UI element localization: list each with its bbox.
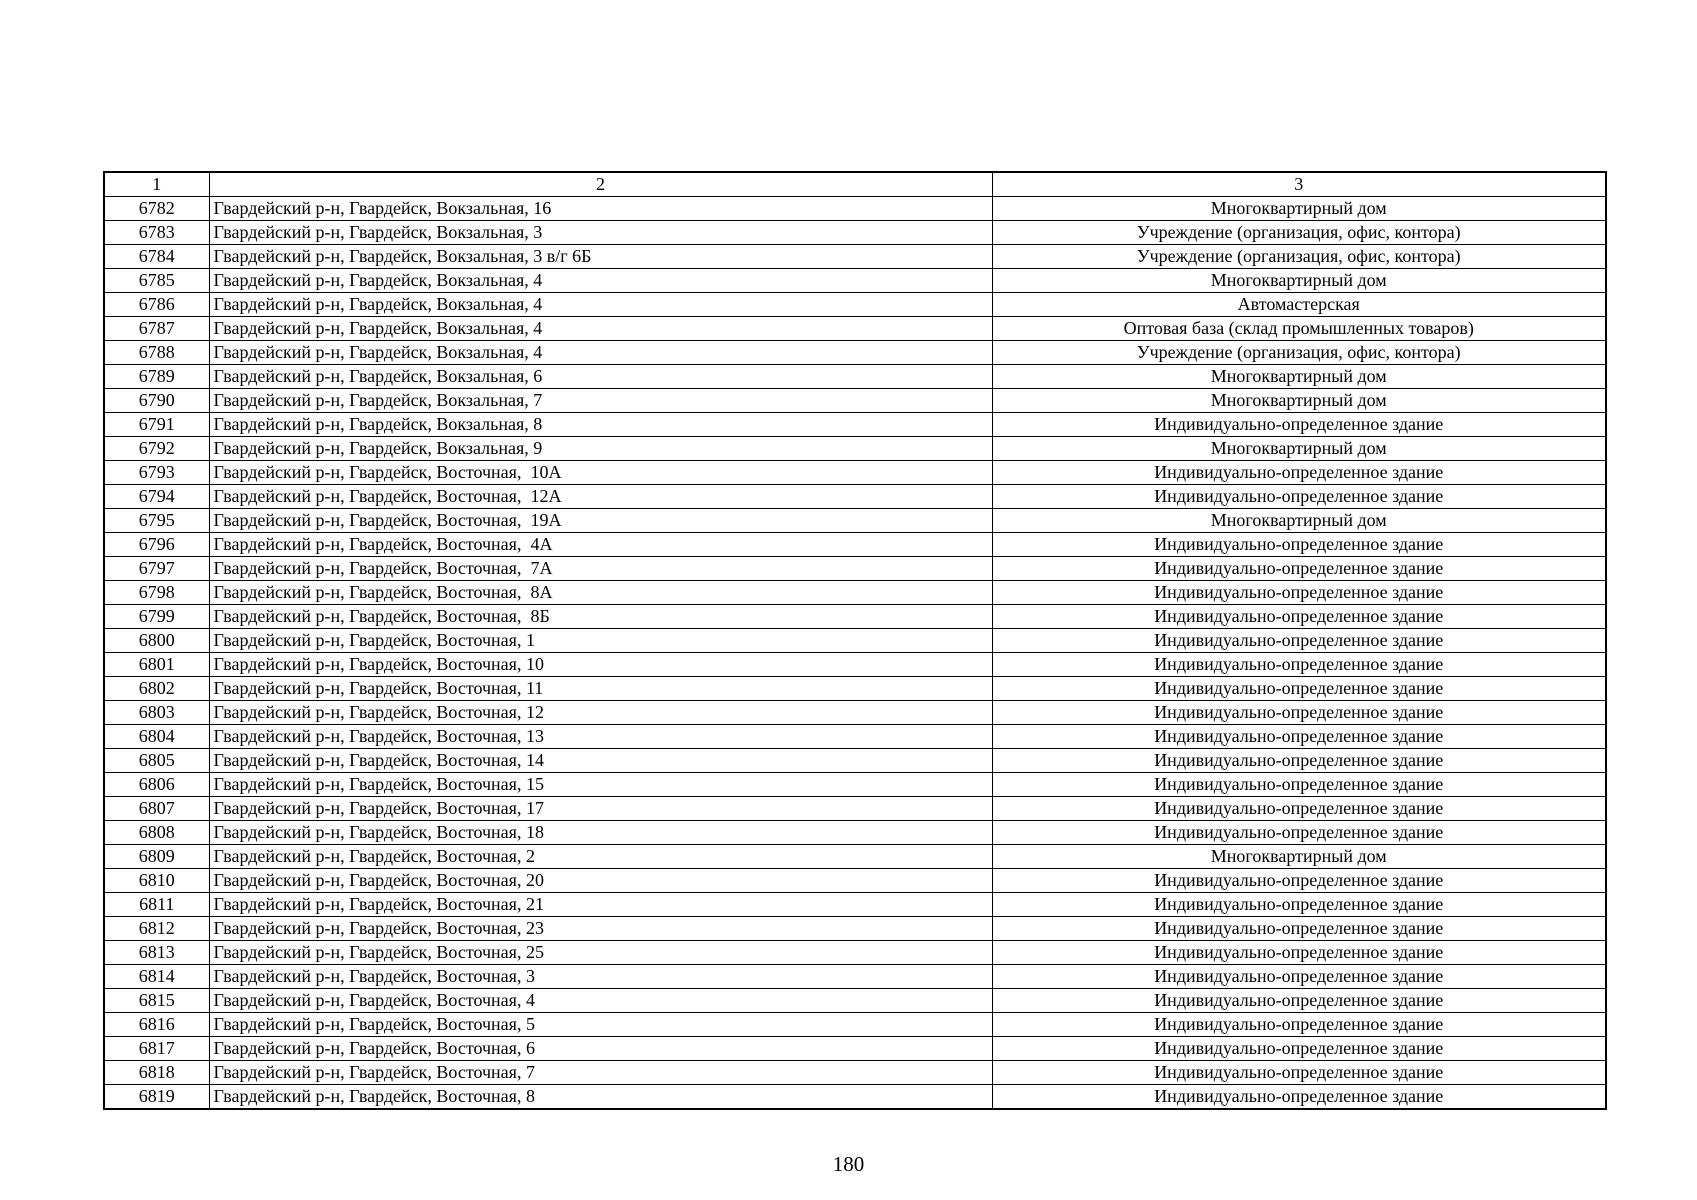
- table-row: [104, 293, 1606, 317]
- table-row: [104, 749, 1606, 773]
- table-row: [104, 317, 1606, 341]
- row-id-cell: 6810: [104, 869, 209, 893]
- row-id-cell: 6817: [104, 1037, 209, 1061]
- address-cell: Гвардейский р-н, Гвардейск, Восточная, 11: [209, 677, 992, 701]
- table-row: [104, 485, 1606, 509]
- row-id-cell: 6788: [104, 341, 209, 365]
- row-id-cell: 6795: [104, 509, 209, 533]
- row-id-cell: 6811: [104, 893, 209, 917]
- row-id-cell: 6808: [104, 821, 209, 845]
- building-type-cell: Индивидуально-определенное здание: [992, 461, 1606, 485]
- row-id-cell: 6784: [104, 245, 209, 269]
- row-id-cell: 6790: [104, 389, 209, 413]
- building-type-cell: Индивидуально-определенное здание: [992, 413, 1606, 437]
- row-id-cell: 6818: [104, 1061, 209, 1085]
- address-cell: Гвардейский р-н, Гвардейск, Вокзальная, 3: [209, 221, 992, 245]
- address-cell: Гвардейский р-н, Гвардейск, Вокзальная, 7: [209, 389, 992, 413]
- building-type-cell: Индивидуально-определенное здание: [992, 1013, 1606, 1037]
- building-type-cell: Автомастерская: [992, 293, 1606, 317]
- column-number-1: 1: [104, 172, 209, 197]
- building-type-cell: Учреждение (организация, офис, контора): [992, 245, 1606, 269]
- row-id-cell: 6799: [104, 605, 209, 629]
- row-id-cell: 6812: [104, 917, 209, 941]
- table-row: [104, 509, 1606, 533]
- table-row: [104, 869, 1606, 893]
- building-type-cell: Индивидуально-определенное здание: [992, 989, 1606, 1013]
- address-cell: Гвардейский р-н, Гвардейск, Восточная, 21: [209, 893, 992, 917]
- table-row: [104, 965, 1606, 989]
- row-id-cell: 6819: [104, 1085, 209, 1110]
- building-type-cell: Индивидуально-определенное здание: [992, 773, 1606, 797]
- row-id-cell: 6791: [104, 413, 209, 437]
- table-row: [104, 365, 1606, 389]
- building-type-cell: Многоквартирный дом: [992, 365, 1606, 389]
- table-row: [104, 461, 1606, 485]
- row-id-cell: 6805: [104, 749, 209, 773]
- building-type-cell: Многоквартирный дом: [992, 389, 1606, 413]
- address-cell: Гвардейский р-н, Гвардейск, Восточная, 18: [209, 821, 992, 845]
- row-id-cell: 6804: [104, 725, 209, 749]
- address-cell: Гвардейский р-н, Гвардейск, Вокзальная, 6: [209, 365, 992, 389]
- address-cell: Гвардейский р-н, Гвардейск, Вокзальная, 4: [209, 269, 992, 293]
- row-id-cell: 6806: [104, 773, 209, 797]
- address-cell: Гвардейский р-н, Гвардейск, Вокзальная, 9: [209, 437, 992, 461]
- page-number: 180: [832, 1152, 865, 1176]
- table-row: [104, 1013, 1606, 1037]
- building-type-cell: Индивидуально-определенное здание: [992, 1085, 1606, 1110]
- table-row: [104, 1037, 1606, 1061]
- address-cell: Гвардейский р-н, Гвардейск, Восточная, 4: [209, 989, 992, 1013]
- address-cell: Гвардейский р-н, Гвардейск, Восточная, 5: [209, 1013, 992, 1037]
- address-cell: Гвардейский р-н, Гвардейск, Восточная, 3: [209, 965, 992, 989]
- row-id-cell: 6782: [104, 197, 209, 221]
- row-id-cell: 6815: [104, 989, 209, 1013]
- address-cell: Гвардейский р-н, Гвардейск, Восточная, 10: [209, 653, 992, 677]
- row-id-cell: 6789: [104, 365, 209, 389]
- table-row: [104, 533, 1606, 557]
- table-row: [104, 437, 1606, 461]
- table-row: [104, 725, 1606, 749]
- building-type-cell: Многоквартирный дом: [992, 845, 1606, 869]
- address-cell: Гвардейский р-н, Гвардейск, Восточная, 15: [209, 773, 992, 797]
- row-id-cell: 6797: [104, 557, 209, 581]
- building-type-cell: Индивидуально-определенное здание: [992, 701, 1606, 725]
- table-row: [104, 701, 1606, 725]
- row-id-cell: 6809: [104, 845, 209, 869]
- address-cell: Гвардейский р-н, Гвардейск, Восточная, 8А: [209, 581, 992, 605]
- building-type-cell: Многоквартирный дом: [992, 269, 1606, 293]
- row-id-cell: 6796: [104, 533, 209, 557]
- building-type-cell: Индивидуально-определенное здание: [992, 485, 1606, 509]
- address-cell: Гвардейский р-н, Гвардейск, Восточная, 6: [209, 1037, 992, 1061]
- table-row: [104, 629, 1606, 653]
- table-row: [104, 581, 1606, 605]
- address-cell: Гвардейский р-н, Гвардейск, Восточная, 8: [209, 1085, 992, 1110]
- row-id-cell: 6794: [104, 485, 209, 509]
- table-row: [104, 1085, 1606, 1110]
- building-type-cell: Индивидуально-определенное здание: [992, 749, 1606, 773]
- address-cell: Гвардейский р-н, Гвардейск, Вокзальная, 4: [209, 317, 992, 341]
- row-id-cell: 6814: [104, 965, 209, 989]
- table-row: [104, 821, 1606, 845]
- address-cell: Гвардейский р-н, Гвардейск, Восточная, 7А: [209, 557, 992, 581]
- row-id-cell: 6786: [104, 293, 209, 317]
- row-id-cell: 6813: [104, 941, 209, 965]
- building-type-cell: Учреждение (организация, офис, контора): [992, 221, 1606, 245]
- address-cell: Гвардейский р-н, Гвардейск, Восточная, 20: [209, 869, 992, 893]
- building-type-cell: Индивидуально-определенное здание: [992, 965, 1606, 989]
- row-id-cell: 6800: [104, 629, 209, 653]
- registry-table-body: [104, 172, 1606, 1109]
- row-id-cell: 6787: [104, 317, 209, 341]
- table-row: [104, 893, 1606, 917]
- row-id-cell: 6801: [104, 653, 209, 677]
- building-type-cell: Учреждение (организация, офис, контора): [992, 341, 1606, 365]
- address-cell: Гвардейский р-н, Гвардейск, Восточная, 12А: [209, 485, 992, 509]
- table-row: [104, 245, 1606, 269]
- table-row: [104, 845, 1606, 869]
- building-type-cell: Индивидуально-определенное здание: [992, 605, 1606, 629]
- address-cell: Гвардейский р-н, Гвардейск, Восточная, 4А: [209, 533, 992, 557]
- address-cell: Гвардейский р-н, Гвардейск, Восточная, 2: [209, 845, 992, 869]
- column-number-3: 3: [992, 172, 1606, 197]
- address-cell: Гвардейский р-н, Гвардейск, Восточная, 14: [209, 749, 992, 773]
- table-row: [104, 197, 1606, 221]
- building-type-cell: Индивидуально-определенное здание: [992, 1061, 1606, 1085]
- address-cell: Гвардейский р-н, Гвардейск, Восточная, 23: [209, 917, 992, 941]
- table-row: [104, 773, 1606, 797]
- table-row: [104, 413, 1606, 437]
- row-id-cell: 6798: [104, 581, 209, 605]
- building-type-cell: Индивидуально-определенное здание: [992, 917, 1606, 941]
- building-type-cell: Индивидуально-определенное здание: [992, 869, 1606, 893]
- building-type-cell: Индивидуально-определенное здание: [992, 653, 1606, 677]
- address-cell: Гвардейский р-н, Гвардейск, Восточная, 1: [209, 629, 992, 653]
- building-type-cell: Индивидуально-определенное здание: [992, 893, 1606, 917]
- address-cell: Гвардейский р-н, Гвардейск, Вокзальная, 8: [209, 413, 992, 437]
- building-type-cell: Многоквартирный дом: [992, 437, 1606, 461]
- building-type-cell: Многоквартирный дом: [992, 509, 1606, 533]
- table-header-row: [104, 172, 1606, 197]
- building-type-cell: Индивидуально-определенное здание: [992, 797, 1606, 821]
- building-type-cell: Многоквартирный дом: [992, 197, 1606, 221]
- address-cell: Гвардейский р-н, Гвардейск, Вокзальная, 4: [209, 293, 992, 317]
- registry-table: [103, 171, 1607, 1110]
- address-cell: Гвардейский р-н, Гвардейск, Вокзальная, 16: [209, 197, 992, 221]
- row-id-cell: 6816: [104, 1013, 209, 1037]
- table-row: [104, 677, 1606, 701]
- building-type-cell: Индивидуально-определенное здание: [992, 629, 1606, 653]
- building-type-cell: Индивидуально-определенное здание: [992, 725, 1606, 749]
- building-type-cell: Индивидуально-определенное здание: [992, 1037, 1606, 1061]
- table-row: [104, 797, 1606, 821]
- table-row: [104, 389, 1606, 413]
- building-type-cell: Оптовая база (склад промышленных товаров): [992, 317, 1606, 341]
- table-row: [104, 341, 1606, 365]
- row-id-cell: 6802: [104, 677, 209, 701]
- address-cell: Гвардейский р-н, Гвардейск, Восточная, 8Б: [209, 605, 992, 629]
- column-number-2: 2: [209, 172, 992, 197]
- table-row: [104, 989, 1606, 1013]
- building-type-cell: Индивидуально-определенное здание: [992, 941, 1606, 965]
- row-id-cell: 6803: [104, 701, 209, 725]
- address-cell: Гвардейский р-н, Гвардейск, Восточная, 10А: [209, 461, 992, 485]
- address-cell: Гвардейский р-н, Гвардейск, Восточная, 12: [209, 701, 992, 725]
- building-type-cell: Индивидуально-определенное здание: [992, 581, 1606, 605]
- row-id-cell: 6807: [104, 797, 209, 821]
- table-row: [104, 269, 1606, 293]
- address-cell: Гвардейский р-н, Гвардейск, Восточная, 25: [209, 941, 992, 965]
- address-cell: Гвардейский р-н, Гвардейск, Восточная, 13: [209, 725, 992, 749]
- row-id-cell: 6785: [104, 269, 209, 293]
- table-row: [104, 221, 1606, 245]
- table-row: [104, 941, 1606, 965]
- address-cell: Гвардейский р-н, Гвардейск, Вокзальная, 4: [209, 341, 992, 365]
- address-cell: Гвардейский р-н, Гвардейск, Вокзальная, 3 в/г 6Б: [209, 245, 992, 269]
- row-id-cell: 6783: [104, 221, 209, 245]
- table-row: [104, 557, 1606, 581]
- row-id-cell: 6792: [104, 437, 209, 461]
- address-cell: Гвардейский р-н, Гвардейск, Восточная, 17: [209, 797, 992, 821]
- address-cell: Гвардейский р-н, Гвардейск, Восточная, 19А: [209, 509, 992, 533]
- building-type-cell: Индивидуально-определенное здание: [992, 533, 1606, 557]
- table-row: [104, 1061, 1606, 1085]
- building-type-cell: Индивидуально-определенное здание: [992, 557, 1606, 581]
- building-type-cell: Индивидуально-определенное здание: [992, 821, 1606, 845]
- address-cell: Гвардейский р-н, Гвардейск, Восточная, 7: [209, 1061, 992, 1085]
- table-row: [104, 917, 1606, 941]
- table-row: [104, 605, 1606, 629]
- building-type-cell: Индивидуально-определенное здание: [992, 677, 1606, 701]
- row-id-cell: 6793: [104, 461, 209, 485]
- table-row: [104, 653, 1606, 677]
